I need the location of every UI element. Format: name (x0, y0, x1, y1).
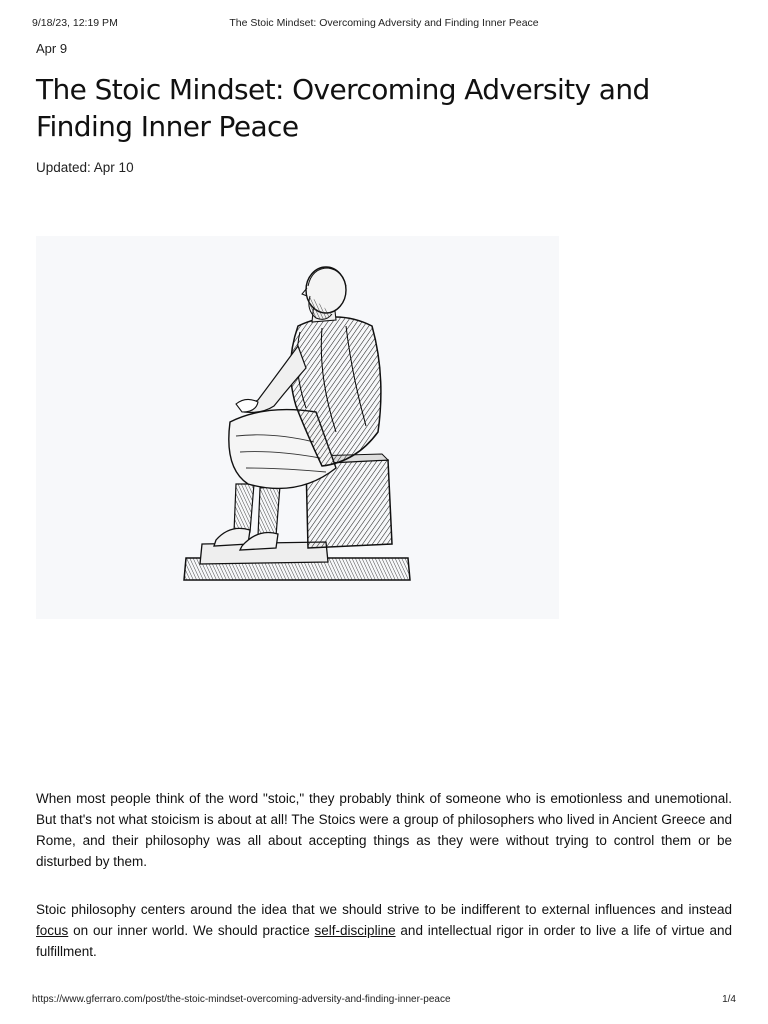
focus-link[interactable]: focus (36, 923, 69, 938)
post-title: The Stoic Mindset: Overcoming Adversity and Finding Inner Peace (36, 73, 650, 143)
paragraph-2-text-c: and intellectual rigor in order to live a life of virtue and fulfillment. (36, 923, 732, 959)
self-discipline-link[interactable]: self-discipline (314, 923, 396, 938)
paragraph-1: When most people think of the word "stoic," they probably think of someone who is emotionless and unemotional. But that's not what stoicism is about at all! The Stoics were a group of philosophers who lived in Ancient Greece and Rome, and their philosophy was all about accepting things as they were without trying to control them or be disturbed by them. (36, 791, 732, 869)
page-url: https://www.gferraro.com/post/the-stoic-mindset-overcoming-adversity-and-finding-inner-peace (32, 994, 451, 1005)
paragraph-2-text-b: on our inner world. We should practice (68, 923, 315, 938)
page-number: 1/4 (722, 994, 736, 1005)
print-page-title: The Stoic Mindset: Overcoming Adversity and Finding Inner Peace (229, 17, 539, 29)
updated-date: Updated: Apr 10 (36, 160, 134, 175)
paragraph-2 (36, 899, 732, 962)
publish-date: Apr 9 (36, 41, 68, 56)
print-datetime: 9/18/23, 12:19 PM (32, 17, 118, 29)
hero-image (36, 236, 559, 619)
seated-philosopher-statue-illustration (36, 236, 559, 619)
print-footer (32, 994, 736, 1008)
paragraph-2-text-a: Stoic philosophy centers around the idea that we should strive to be indifferent to external influences and instead (36, 902, 732, 917)
print-header (32, 17, 736, 31)
